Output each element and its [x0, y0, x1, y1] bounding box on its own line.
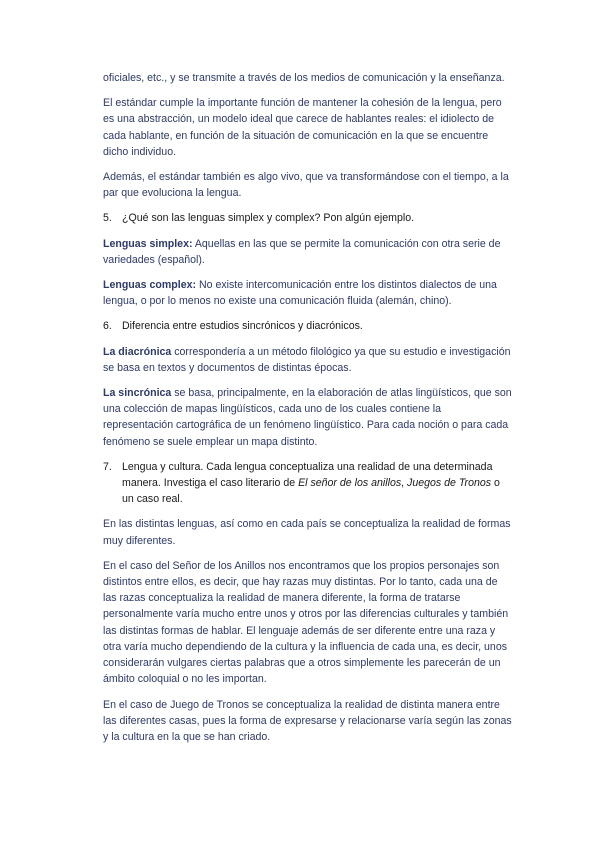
- answer-sincronica: [103, 385, 513, 450]
- document-page: [103, 70, 513, 754]
- paragraph-standard-function: El estándar cumple la importante función de mantener la cohesión de la lengua, pero es una abstracción, un modelo ideal que carece de hablantes reales: el idiolecto de cada hablante, en función de la situación de comunicación en la que se encuentre dicho individuo.: [103, 97, 502, 158]
- diacronica-label: La diacrónica: [103, 345, 172, 358]
- question-5-number: 5.: [103, 212, 112, 225]
- simplex-text: Aquellas en las que se permite la comunicación con otra serie de variedades (español).: [103, 237, 501, 266]
- question-7: [103, 459, 513, 508]
- simplex-label: Lenguas simplex:: [103, 237, 193, 250]
- question-6-text: Diferencia entre estudios sincrónicos y diacrónicos.: [122, 320, 363, 333]
- question-7-text-a: Lengua y cultura. Cada lengua conceptualiza una realidad de una determinada manera. Investiga el caso literario de: [122, 460, 493, 490]
- question-5: [103, 210, 513, 226]
- answer-diacronica: [103, 344, 513, 376]
- question-7-text-c: o un caso real.: [122, 477, 500, 506]
- question-7-text: [122, 459, 513, 508]
- answer-complex: [103, 277, 513, 309]
- diacronica-text: correspondería a un método filológico ya que su estudio e investigación se basa en textos y documentos de distintas épocas.: [103, 345, 511, 374]
- paragraph-standard-living: Además, el estándar también es algo vivo, que va transformándose con el tiempo, a la par que evoluciona la lengua.: [103, 171, 509, 200]
- question-7-text-b: ,: [401, 477, 408, 490]
- sincronica-text: se basa, principalmente, en la elaboración de atlas lingüísticos, que son una colección de mapas lingüísticos, cada uno de los cuales contiene la representación cartográfica de un fenómeno lingüístico. Para cada noción o para cada fenómeno se suele emplear un mapa distinto.: [103, 387, 512, 448]
- question-6: [103, 318, 513, 334]
- question-7-number: 7.: [103, 460, 112, 473]
- complex-text: No existe intercomunicación entre los distintos dialectos de una lengua, o por lo menos no existe una comunicación fluida (alemán, chino).: [103, 279, 497, 308]
- question-5-text: ¿Qué son las lenguas simplex y complex? Pon algún ejemplo.: [122, 212, 415, 225]
- paragraph-intro: oficiales, etc., y se transmite a través de los medios de comunicación y la enseñanza.: [103, 72, 505, 84]
- question-7-italic-a: El señor de los anillos: [298, 477, 402, 490]
- sincronica-label: La sincrónica: [103, 387, 172, 400]
- question-7-italic-b: Juegos de Tronos: [407, 477, 492, 490]
- complex-label: Lenguas complex:: [103, 279, 197, 292]
- answer-simplex: [103, 236, 513, 268]
- answer-lenguas-paises: En las distintas lenguas, así como en cada país se conceptualiza la realidad de formas muy diferentes.: [103, 518, 511, 547]
- answer-senor-anillos: En el caso del Señor de los Anillos nos encontramos que los propios personajes son distintos entre ellos, es decir, que hay razas muy distintas. Por lo tanto, cada una de las razas conceptualiza la realidad de manera diferente, la forma de tratarse personalmente varía mucho entre unos y otros por las diferencias culturales y también las distintas formas de hablar. El lenguaje además de ser diferente entre una raza y otra varía mucho dependiendo de la cultura y la influencia de cada una, es decir, unos considerarán vulgares ciertas palabras que a otros simplemente les parecerán de un ámbito coloquial o no les importan.: [103, 559, 509, 686]
- question-6-number: 6.: [103, 320, 112, 333]
- answer-juego-tronos: En el caso de Juego de Tronos se conceptualiza la realidad de distinta manera entre las diferentes casas, pues la forma de expresarse y relacionarse varía según las zonas y la cultura en la que se han criado.: [103, 698, 512, 743]
